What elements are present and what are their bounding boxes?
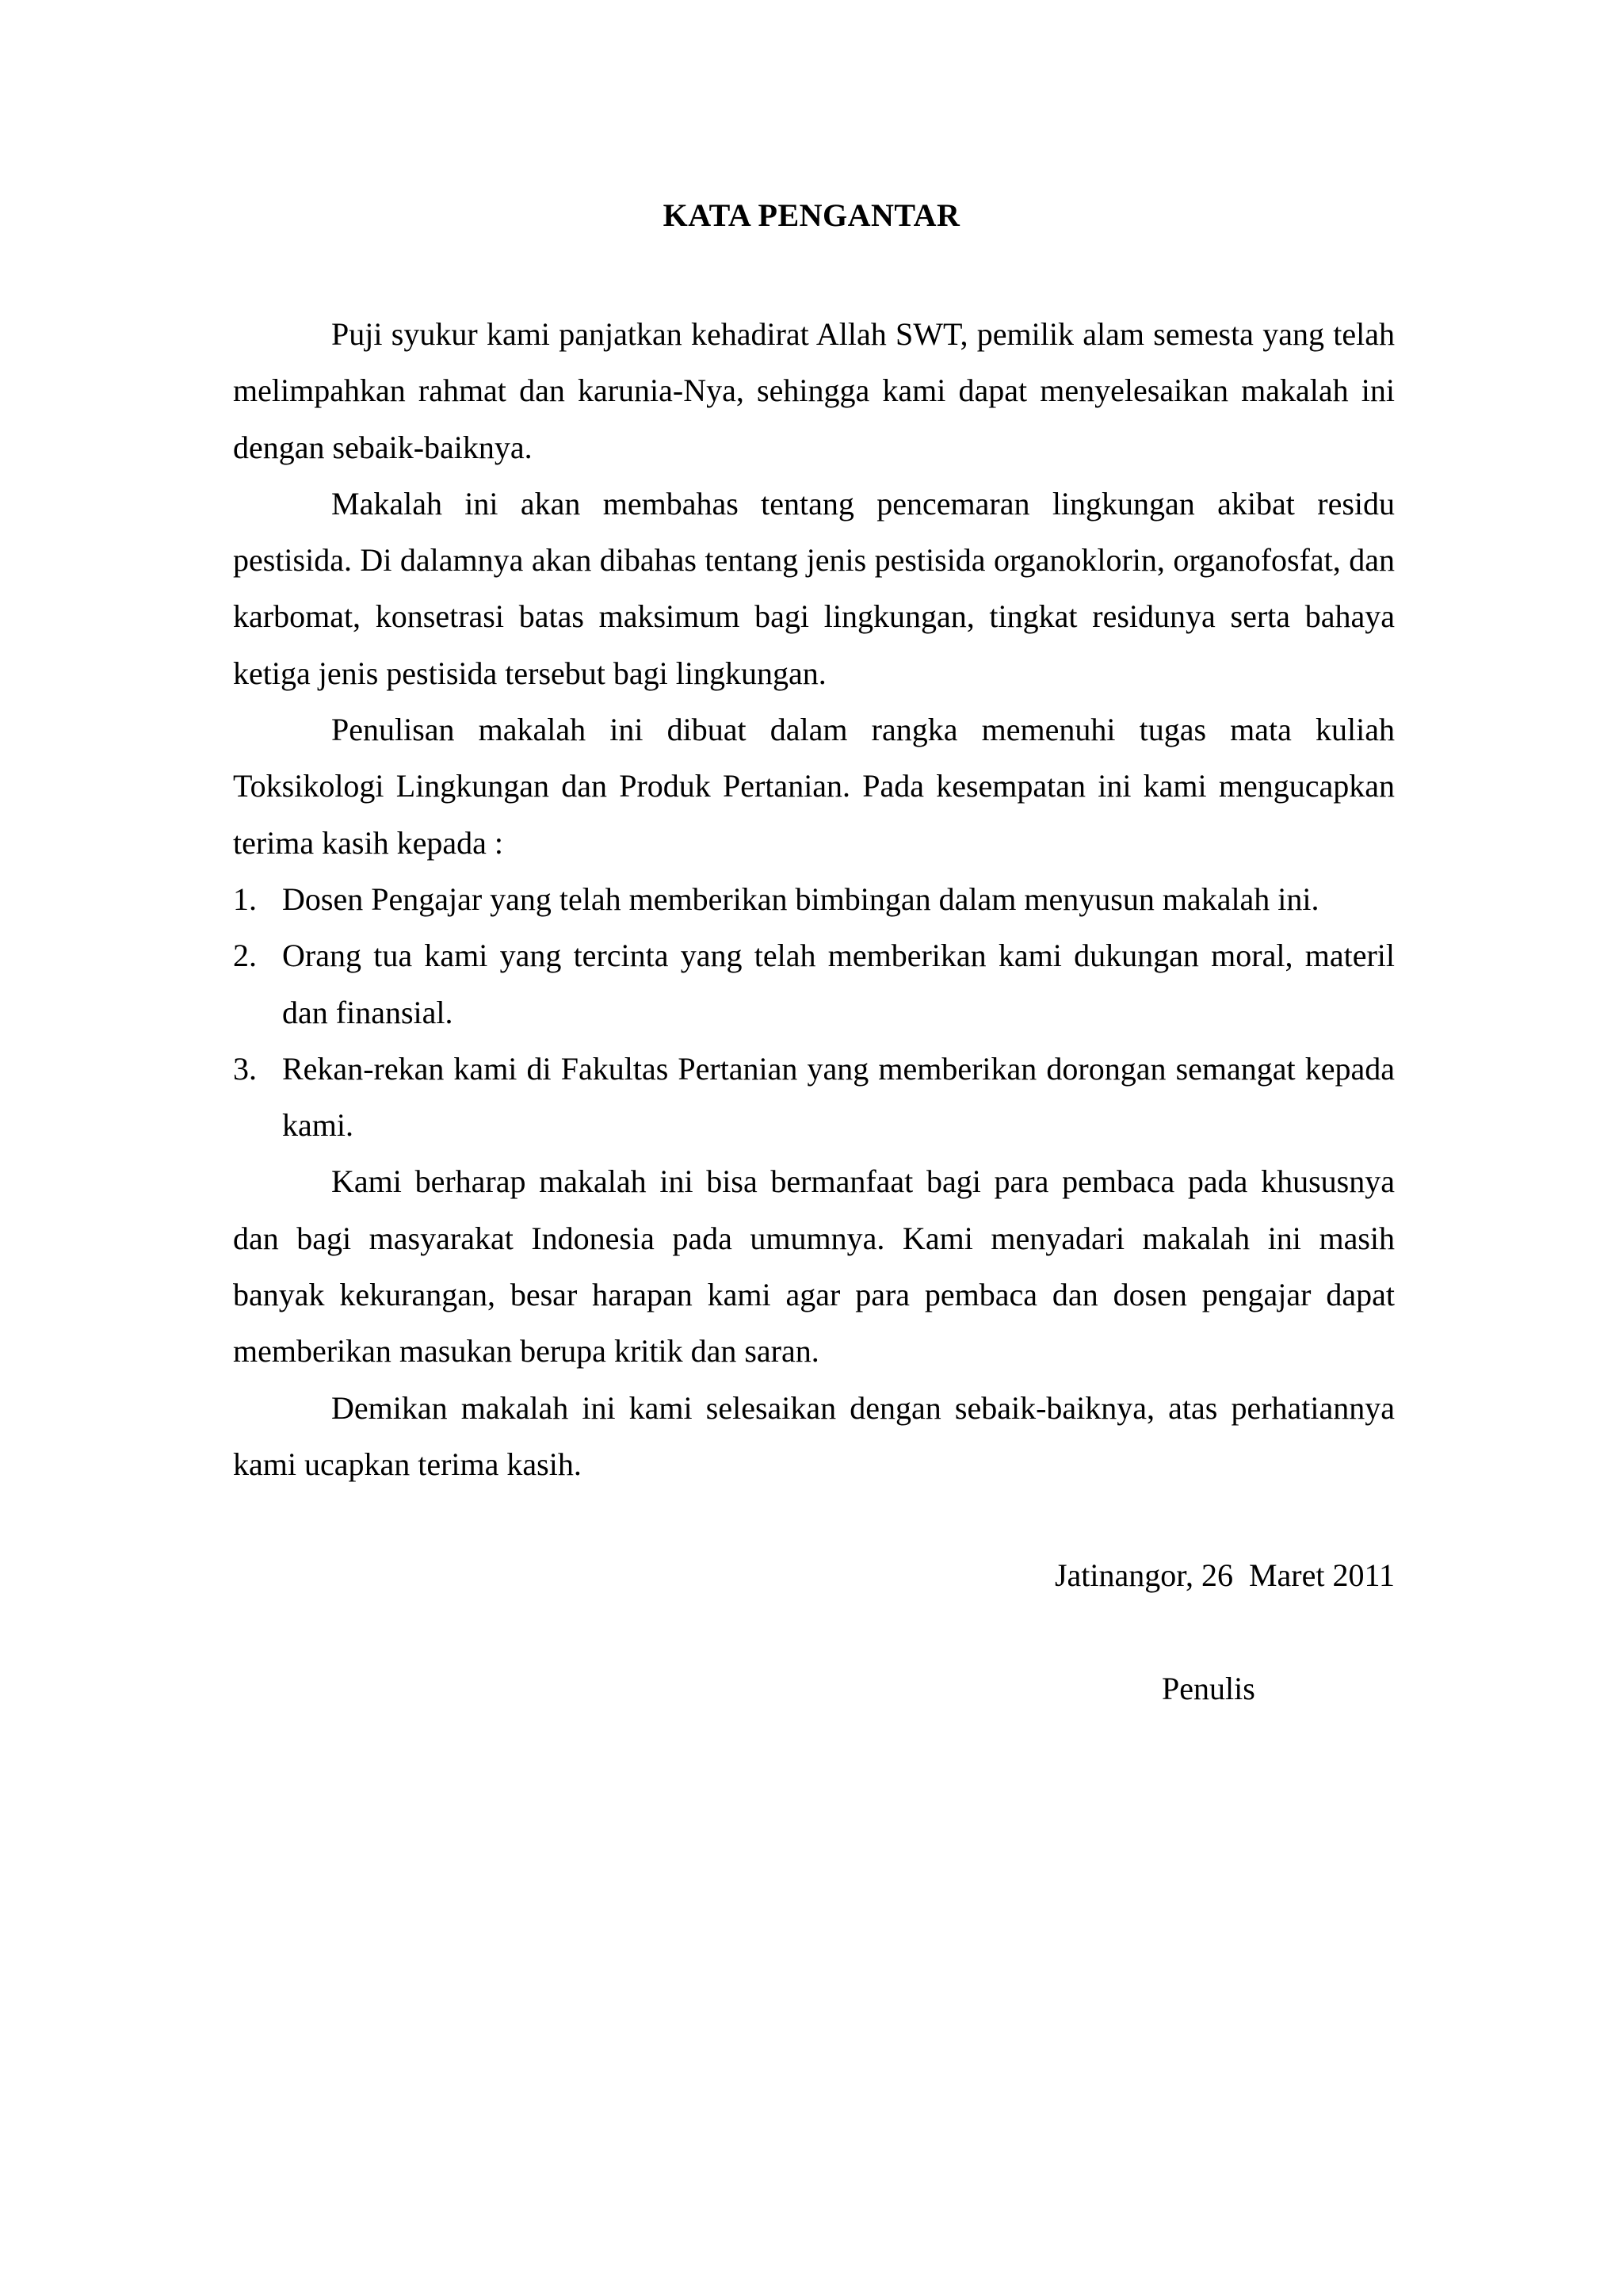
paragraph-closing: Demikan makalah ini kami selesaikan dengan sebaik-baiknya, atas perhatiannya kami ucapkan terima kasih. [233, 1389, 1395, 1482]
list-item-text: Rekan-rekan kami di Fakultas Pertanian yang memberikan dorongan semangat kepada kami. [282, 1050, 1395, 1144]
list-item-text: Orang tua kami yang tercinta yang telah memberikan kami dukungan moral, materil dan finansial. [282, 938, 1395, 1030]
list-item-number: 1. [233, 881, 257, 917]
list-item [233, 927, 1395, 1041]
page-title: KATA PENGANTAR [663, 197, 960, 233]
thanks-list [233, 871, 1395, 1153]
paragraph-topic: Makalah ini akan membahas tentang pencemaran lingkungan akibat residu pestisida. Di dalamnya akan dibahas tentang jenis pestisida organoklorin, organofosfat, dan karbomat, konsetrasi batas maksimum bagi lingkungan, tingkat residunya serta bahaya ketiga jenis pestisida tersebut bagi lingkungan. [233, 485, 1395, 691]
list-item [233, 1041, 1395, 1154]
paragraph-hope: Kami berharap makalah ini bisa bermanfaat bagi para pembaca pada khususnya dan bagi masyarakat Indonesia pada umumnya. Kami menyadari makalah ini masih banyak kekurangan, besar harapan kami agar para pembaca dan dosen pengajar dapat memberikan masukan berupa kritik dan saran. [233, 1163, 1395, 1370]
signer: Penulis [1162, 1671, 1255, 1706]
document-body [233, 306, 1395, 1492]
place-date: Jatinangor, 26 Maret 2011 [1054, 1557, 1395, 1593]
list-item-text: Dosen Pengajar yang telah memberikan bimbingan dalam menyusun makalah ini. [282, 881, 1319, 917]
list-item-number: 3. [233, 1050, 257, 1087]
paragraph-gratitude: Puji syukur kami panjatkan kehadirat Allah SWT, pemilik alam semesta yang telah melimpahkan rahmat dan karunia-Nya, sehingga kami dapat menyelesaikan makalah ini dengan sebaik-baiknya. [233, 316, 1395, 465]
list-item-number: 2. [233, 938, 257, 974]
paragraph-purpose: Penulisan makalah ini dibuat dalam rangka memenuhi tugas mata kuliah Toksikologi Lingkungan dan Produk Pertanian. Pada kesempatan ini kami mengucapkan terima kasih kepada : [233, 712, 1395, 861]
list-item [233, 871, 1395, 927]
